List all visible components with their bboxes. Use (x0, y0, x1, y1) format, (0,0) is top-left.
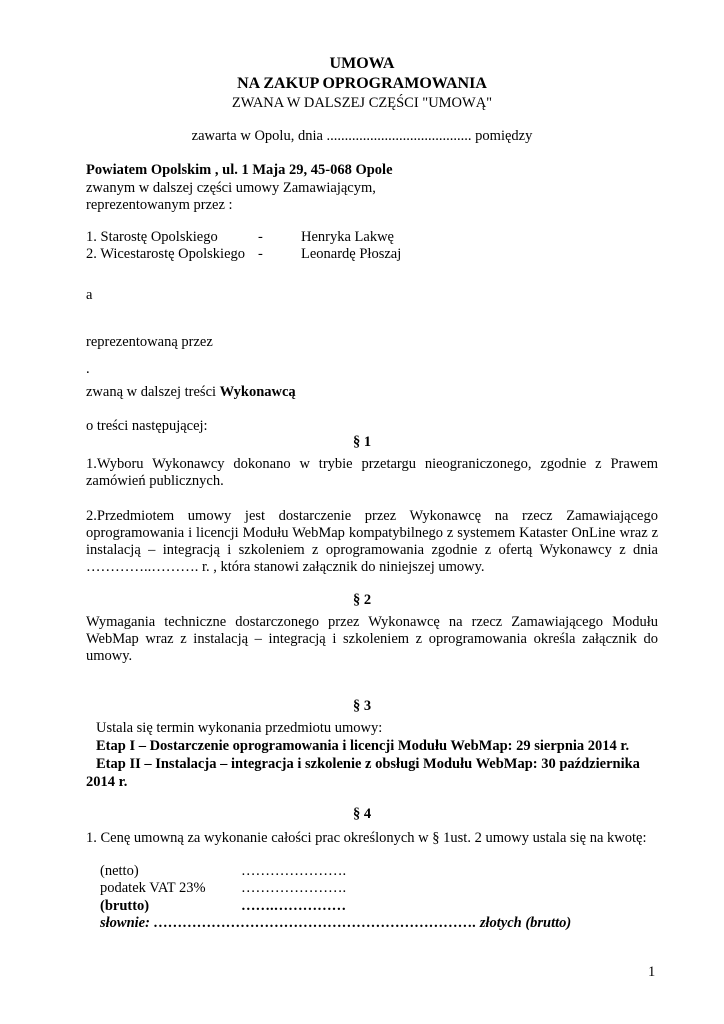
stage2-line1: Etap II – Instalacja – integracja i szkolenie z obsługi Modułu WebMap: 30 października (96, 756, 640, 772)
stage2-line2: 2014 r. (86, 774, 128, 790)
rep2-role: 2. Wicestarostę Opolskiego (86, 246, 246, 262)
party1-line1: zwanym w dalszej części umowy Zamawiającym, (86, 180, 376, 196)
contractor-name: Wykonawcą (219, 384, 296, 400)
brutto-label: (brutto) (100, 898, 150, 914)
words-line (100, 915, 571, 932)
rep1-name: Henryka Lakwę (301, 229, 394, 245)
section4-paragraph1: 1. Cenę umowną za wykonanie całości prac określonych w § 1ust. 2 umowy ustala się na kwotę: (86, 830, 647, 846)
dot-text: . (86, 361, 90, 377)
section2-heading: § 2 (352, 592, 372, 608)
party1-line2: reprezentowanym przez : (86, 197, 233, 213)
section1-heading: § 1 (352, 434, 372, 450)
netto-label: (netto) (100, 863, 139, 879)
rep1-role: 1. Starostę Opolskiego (86, 229, 218, 245)
party1-name: Powiatem Opolskim , ul. 1 Maja 29, 45-068 Opole (86, 162, 393, 178)
called-line (86, 384, 296, 401)
section1-paragraph1: 1.Wyboru Wykonawcy dokonano w trybie przetargu nieograniczonego, zgodnie z Prawem zamówień publicznych. (86, 456, 658, 489)
title-line-1: UMOWA (329, 55, 395, 72)
and-text: a (86, 287, 93, 303)
stage1: Etap I – Dostarczenie oprogramowania i licencji Modułu WebMap: 29 sierpnia 2014 r. (96, 738, 630, 754)
netto-value: …………………. (241, 863, 347, 879)
subtitle: ZWANA W DALSZEJ CZĘŚCI "UMOWĄ" (231, 95, 493, 111)
title-line-2: NA ZAKUP OPROGRAMOWANIA (237, 75, 487, 92)
page-number: 1 (648, 964, 656, 980)
section3-intro: Ustala się termin wykonania przedmiotu umowy: (96, 720, 383, 736)
vat-value: …………………. (241, 880, 347, 896)
words-value: …………………………………………………………. złotych (brutto) (149, 915, 572, 931)
section4-heading: § 4 (352, 806, 372, 822)
section3-heading: § 3 (352, 698, 372, 714)
rep2-dash: - (258, 246, 263, 262)
rep2-name: Leonardę Płoszaj (301, 246, 402, 262)
section2-paragraph1: Wymagania techniczne dostarczonego przez Wykonawcę na rzecz Zamawiającego Modułu WebMap wraz z instalacją – integracją i szkoleniem z oprogramowania określa załącznik do umowy. (86, 614, 658, 664)
represented-text: reprezentowaną przez (86, 334, 213, 350)
words-label: słownie: (100, 915, 150, 931)
brutto-value: …….…………… (241, 898, 347, 914)
section1-paragraph2: 2.Przedmiotem umowy jest dostarczenie przez Wykonawcę na rzecz Zamawiającego oprogramowania i licencji Modułu WebMap kompatybilnego z systemem Kataster OnLine wraz z instalacją – integracją i szkoleniem z oprogramowania zgodnie z ofertą Wykonawcy z dnia …………..………. r. , która stanowi załącznik do niniejszej umowy. (86, 508, 658, 575)
concluded-line: zawarta w Opolu, dnia ........................................ pomiędzy (191, 128, 533, 144)
vat-label: podatek VAT 23% (100, 880, 206, 896)
called-prefix: zwaną w dalszej treści (86, 384, 220, 400)
content-intro: o treści następującej: (86, 418, 208, 434)
rep1-dash: - (258, 229, 263, 245)
